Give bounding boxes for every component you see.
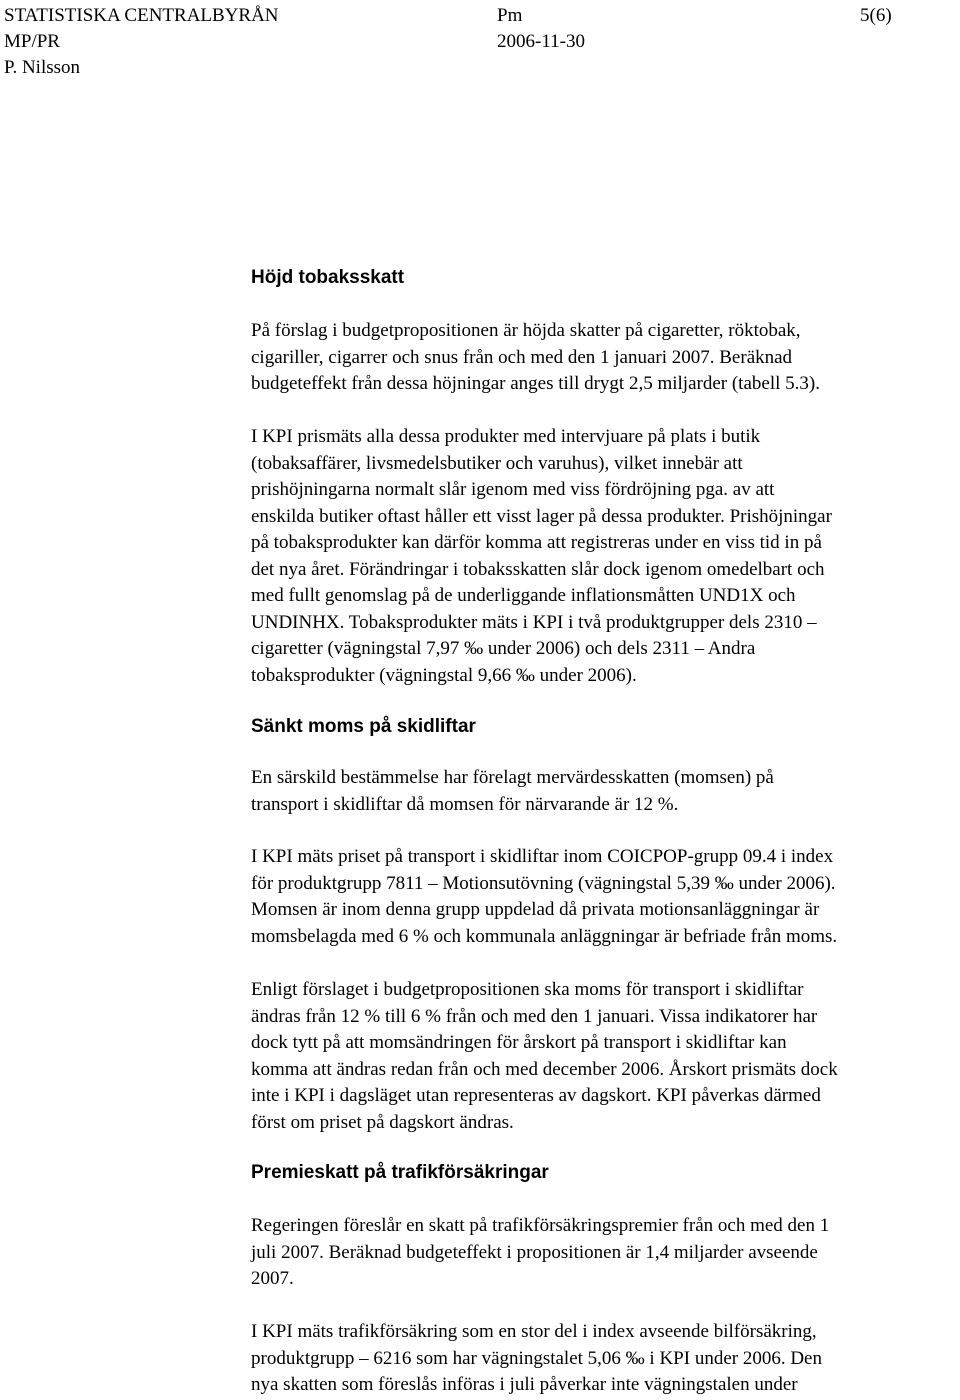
header-dept: MP/PR — [4, 31, 60, 52]
paragraph — [251, 1319, 960, 1399]
section-heading: Premieskatt på trafikförsäkringar — [251, 1162, 549, 1183]
paragraph — [251, 977, 960, 1136]
text-line: budgeteffekt från dessa höjningar anges till drygt 2,5 miljarder (tabell 5.3). — [251, 373, 820, 394]
text-line: Regeringen föreslår en skatt på trafikförsäkringspremier från och med den 1 — [251, 1215, 830, 1236]
header-date: 2006-11-30 — [497, 31, 585, 52]
header-doc-type: Pm — [497, 5, 523, 26]
text-line: En särskild bestämmelse har förelagt mervärdesskatten (momsen) på — [251, 767, 774, 788]
text-line: tobaksprodukter (vägningstal 9,66 ‰ under 2006). — [251, 664, 637, 686]
header-org: STATISTISKA CENTRALBYRÅN — [4, 5, 279, 26]
text-line: Enligt förslaget i budgetpropositionen ska moms för transport i skidliftar — [251, 979, 804, 1000]
paragraph — [251, 1213, 960, 1293]
text-line: cigariller, cigarrer och snus från och med den 1 januari 2007. Beräknad — [251, 346, 793, 368]
paragraph — [251, 318, 960, 398]
text-line: ändras från 12 % till 6 % från och med den 1 januari. Vissa indikatorer har — [251, 1005, 818, 1027]
text-line: Momsen är inom denna grupp uppdelad då privata motionsanläggningar är — [251, 899, 820, 920]
header-author: P. Nilsson — [4, 57, 81, 78]
text-line: transport i skidliftar då momsen för närvarande är 12 %. — [251, 793, 679, 815]
text-line: I KPI mäts priset på transport i skidliftar inom COICPOP-grupp 09.4 i index — [251, 846, 834, 867]
text-line: UNDINHX. Tobaksprodukter mäts i KPI i två produktgrupper dels 2310 – — [251, 611, 817, 633]
text-line: först om priset på dagskort ändras. — [251, 1111, 514, 1133]
text-line: det nya året. Förändringar i tobaksskatten slår dock igenom omedelbart och — [251, 558, 825, 580]
text-line: dock tytt på att momsändringen för årskort på transport i skidliftar kan — [251, 1032, 787, 1053]
section-heading: Höjd tobaksskatt — [251, 267, 405, 288]
section-heading: Sänkt moms på skidliftar — [251, 716, 476, 737]
text-line: juli 2007. Beräknad budgeteffekt i propositionen är 1,4 miljarder avseende — [251, 1241, 818, 1263]
text-line: komma att ändras redan från och med december 2006. Årskort prismäts dock — [251, 1058, 838, 1080]
text-line: I KPI prismäts alla dessa produkter med intervjuare på plats i butik — [251, 426, 761, 447]
text-line: cigaretter (vägningstal 7,97 ‰ under 2006) och dels 2311 – Andra — [251, 638, 756, 659]
paragraph — [251, 424, 960, 689]
paragraph — [251, 765, 960, 818]
text-line: På förslag i budgetpropositionen är höjda skatter på cigaretter, röktobak, — [251, 320, 801, 341]
text-line: på tobaksprodukter kan därför komma att registreras under en viss tid in på — [251, 532, 822, 553]
text-line: med fullt genomslag på de underliggande inflationsmåtten UND1X och — [251, 585, 796, 606]
text-line: (tobaksaffärer, livsmedelsbutiker och varuhus), vilket innebär att — [251, 452, 743, 474]
text-line: momsbelagda med 6 % och kommunala anläggningar är befriade från moms. — [251, 925, 838, 947]
text-line: 2007. — [251, 1268, 294, 1289]
text-line: för produktgrupp 7811 – Motionsutövning (vägningstal 5,39 ‰ under 2006). — [251, 872, 836, 894]
paragraph — [251, 844, 960, 950]
text-line: I KPI mäts trafikförsäkring som en stor del i index avseende bilförsäkring, — [251, 1321, 817, 1342]
header-page-number: 5(6) — [860, 5, 892, 26]
text-line: enskilda butiker oftast håller ett visst lager på dessa produkter. Prishöjningar — [251, 505, 832, 527]
text-line: produktgrupp – 6216 som har vägningstalet 5,06 ‰ i KPI under 2006. Den — [251, 1347, 822, 1369]
text-line: nya skatten som föreslås införas i juli påverkar inte vägningstalen under — [251, 1374, 798, 1395]
text-line: prishöjningarna normalt slår igenom med viss fördröjning pga. av att — [251, 479, 775, 500]
text-line: inte i KPI i dagsläget utan representeras av dagskort. KPI påverkas därmed — [251, 1085, 821, 1106]
